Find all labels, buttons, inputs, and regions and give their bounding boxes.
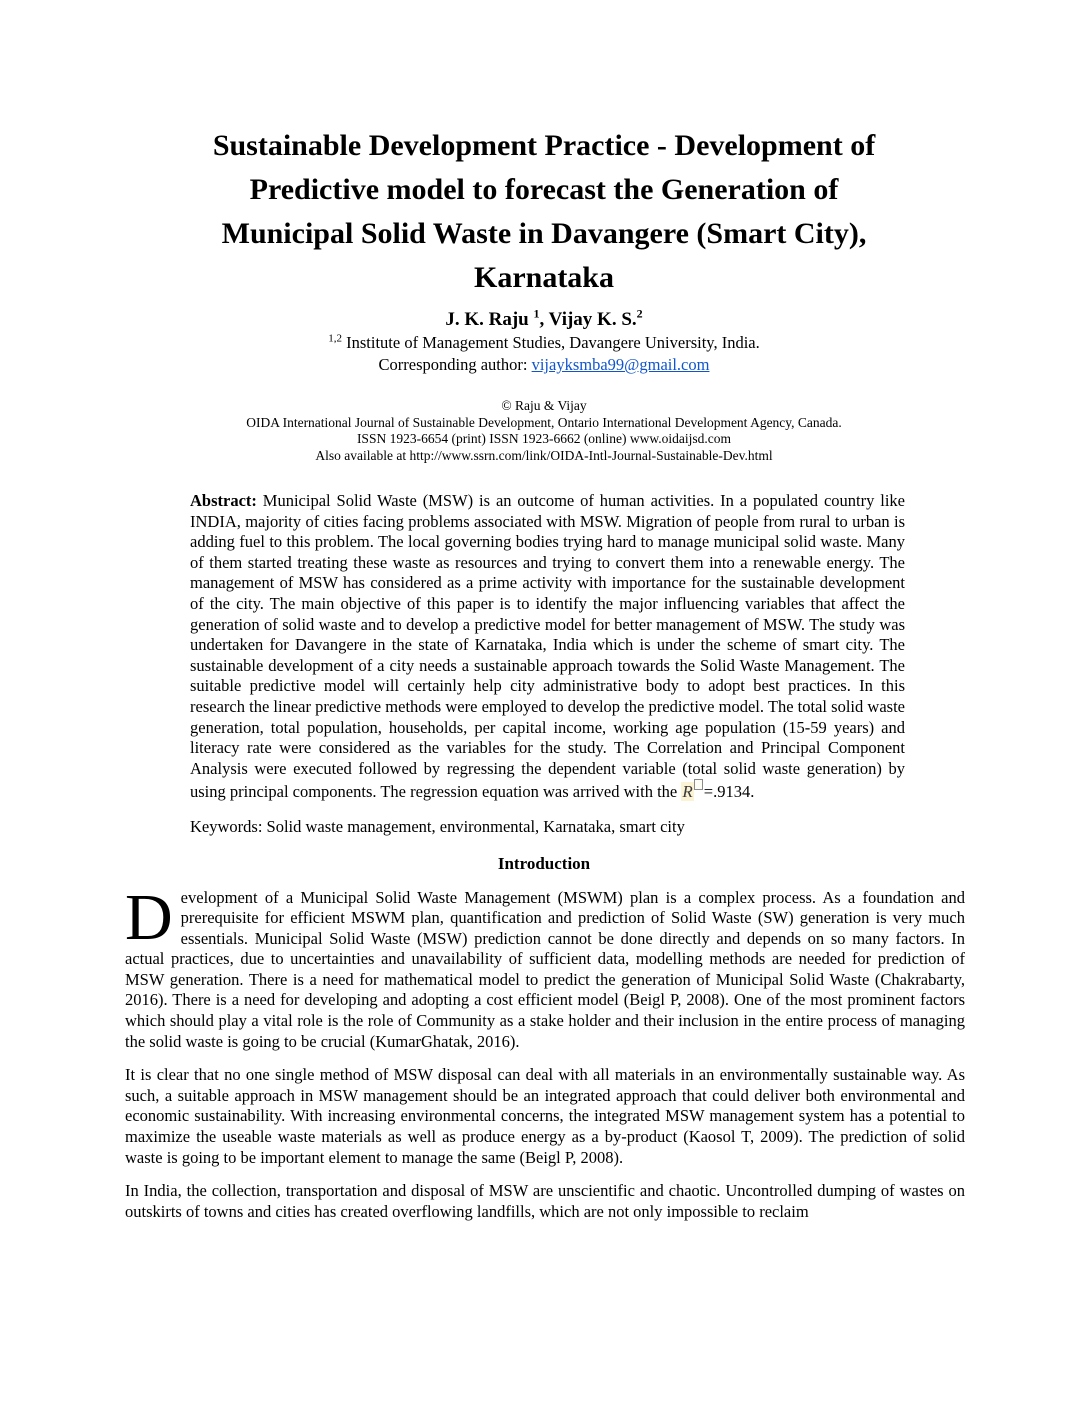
paper-title-line-2: Predictive model to forecast the Generation of <box>249 173 839 206</box>
drop-cap-letter: D <box>125 880 173 954</box>
regression-equation-value: =.9134. <box>703 782 755 802</box>
regression-equation-r: R <box>682 782 693 802</box>
intro-paragraph-3: In India, the collection, transportation and disposal of MSW are unscientific and chaotic. Uncontrolled dumping of wastes on outskirts of towns and cities has created overflowing landfills, which are not only impossible to reclaim <box>125 1181 965 1221</box>
corresponding-author-line <box>0 354 1088 376</box>
intro-paragraph-1 <box>125 880 965 1053</box>
section-heading-introduction: Introduction <box>497 853 591 873</box>
corresponding-author-email-link[interactable]: vijayksmba99@gmail.com <box>531 355 710 374</box>
author-1: J. K. Raju <box>445 309 534 330</box>
issn-line: ISSN 1923-6654 (print) ISSN 1923-6662 (online) www.oidaijsd.com <box>356 431 732 446</box>
author-2-superscript: 2 <box>636 306 643 321</box>
paper-title-line-4: Karnataka <box>473 261 614 294</box>
abstract-paragraph <box>190 491 905 803</box>
corresponding-author-label: Corresponding author: <box>378 355 532 374</box>
authors-line <box>0 308 1088 332</box>
availability-line: Also available at http://www.ssrn.com/link/OIDA-Intl-Journal-Sustainable-Dev.html <box>315 447 773 463</box>
intro-paragraph-2: It is clear that no one single method of MSW disposal can deal with all materials in an environmentally sustainable way. As such, a suitable approach in MSW management should be an integrated approach that could deliver both environmental and economic sustainability. With increasing environmental concerns, the integrated MSW management system has a potential to maximize the useable waste materials as well as produce energy as a by-product (Kaosol T, 2009). The prediction of solid waste is going to be important element to manage the same (Beigl P, 2008). <box>125 1065 965 1167</box>
affiliation-superscript: 1,2 <box>328 332 342 345</box>
author-2: , Vijay K. S. <box>539 309 637 330</box>
paper-title-line-1: Sustainable Development Practice - Development of <box>212 129 876 162</box>
keywords-line: Keywords: Solid waste management, environmental, Karnataka, smart city <box>190 816 685 836</box>
intro-paragraph-1-text: evelopment of a Municipal Solid Waste Management (MSWM) plan is a complex process. As a foundation and prerequisite for efficient MSWM plan, quantification and prediction of Solid Waste (SW) generation is very much essentials. Municipal Solid Waste (MSW) prediction cannot be done directly and depends on so many factors. In actual practices, due to uncertainties and unavailability of sufficient data, modelling methods are needed for prediction of MSW generation. There is a need for mathematical model to predict the generation of Municipal Solid Waste (Chakrabarty, 2016). There is a need for developing and adopting a cost efficient model (Beigl P, 2008). One of the most prominent factors which should play a vital role is the role of Community as a stake holder and their inclusion in the entire process of managing the solid waste is going to be crucial (KumarGhatak, 2016). <box>125 887 965 1051</box>
paper-title-line-3: Municipal Solid Waste in Davangere (Smart City), <box>221 217 867 250</box>
superscript-2-missing-glyph-box <box>694 779 703 790</box>
abstract-text: Municipal Solid Waste (MSW) is an outcome of human activities. In a populated country like INDIA, majority of cities facing problems associated with MSW. Migration of people from rural to urban is adding fuel to this problem. The local governing bodies trying hard to manage municipal solid waste. Many of them started treating these waste as resources and trying to convert them into a renewable energy. The management of MSW has considered as a prime activity with importance for the sustainable development of the city. The main objective of this paper is to identify the major influencing variables that affect the generation of solid waste and to develop a predictive model for better management of MSW. The study was undertaken for Davangere in the state of Karnataka, India which is under the scheme of smart city. The sustainable development of a city needs a sustainable approach towards the Solid Waste Management. The suitable predictive model will certainly help city administrative body to adopt best practices. In this research the linear predictive methods were employed to develop the predictive model. The total solid waste generation, total population, households, per capital income, working age population (15-59 years) and literacy rate were considered as the variables for the study. The Correlation and Principal Component Analysis were executed followed by regressing the dependent variable (total solid waste generation) by using principal components. The regression equation was arrived with the <box>190 491 905 802</box>
author-1-superscript: 1 <box>533 306 540 321</box>
abstract-label: Abstract: <box>190 491 257 510</box>
paper-title <box>0 0 1088 300</box>
journal-name-line: OIDA International Journal of Sustainable Development, Ontario International Development Agency, Canada. <box>246 414 842 430</box>
affiliation-line <box>0 332 1088 354</box>
affiliation-text: Institute of Management Studies, Davangere University, India. <box>342 333 760 352</box>
copyright-line: © Raju & Vijay <box>501 398 587 413</box>
publication-info-block <box>0 398 1088 464</box>
